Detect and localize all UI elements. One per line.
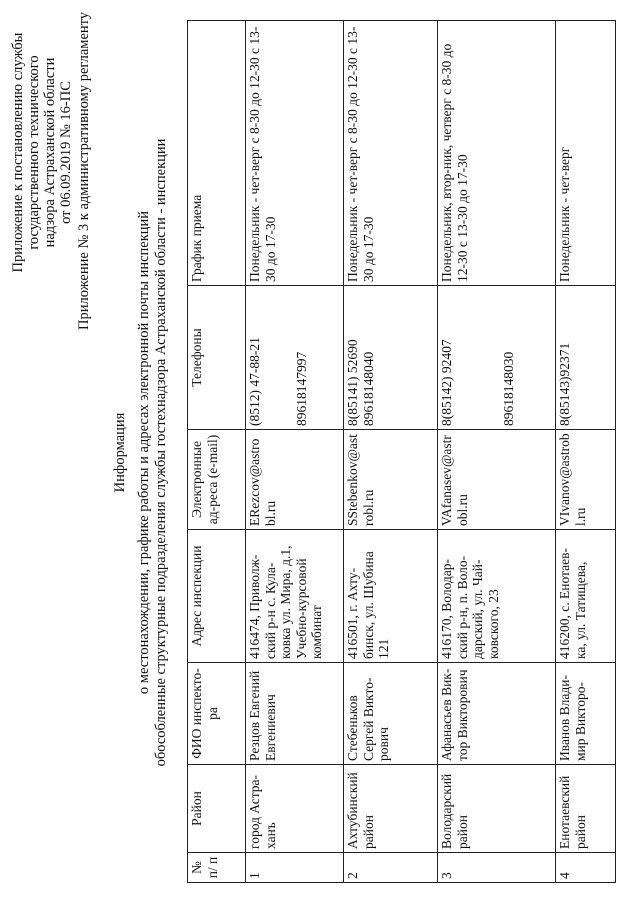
row-num: 1 — [246, 853, 344, 883]
row-phones — [246, 286, 344, 430]
row-address: 416501, г. Ахту-бинск, ул. Шубина 121 — [344, 530, 438, 663]
col-header-schedule: График приема — [188, 21, 246, 286]
table-header-row — [188, 21, 246, 883]
row-email: VIvanov@astrobl.ru — [556, 430, 616, 530]
appendix-line-1: Приложение к постановлению службы — [10, 32, 26, 273]
col-header-district: Район — [188, 765, 246, 853]
row-district: Володарский район — [438, 765, 556, 853]
col-header-num: № п/ п — [188, 853, 246, 883]
row-phone-landline: 8(85142) 92407 — [439, 339, 454, 426]
row-district: Ахтубинский район — [344, 765, 438, 853]
row-inspector: Стебеньков Сергей Викто-рович — [344, 663, 438, 765]
document-subheading-2: обособленные структурные подразделения службы гостехнадзора Астраханской области - инспекции — [153, 138, 169, 767]
row-inspector: Афанасьев Вик-тор Викторович — [438, 663, 556, 765]
row-inspector: Резцов Евгений Евгениевич — [246, 663, 344, 765]
row-num: 4 — [556, 853, 616, 883]
appendix-line-3: надзора Астраханской области — [42, 57, 58, 248]
row-phone-mobile: 89618148040 — [360, 351, 376, 426]
row-phones — [438, 286, 556, 430]
row-email: SStebenkov@astrobl.ru — [344, 430, 438, 530]
row-district: Енотаевский район — [556, 765, 616, 853]
table-row — [556, 21, 616, 883]
table-row — [344, 21, 438, 883]
row-email: VAfanasev@astrobl.ru — [438, 430, 556, 530]
row-phone-mobile: 89618148030 — [501, 351, 516, 426]
row-phone-landline: 8(85141) 52690 — [345, 339, 360, 426]
row-phone-landline: (8512) 47-88-21 — [247, 337, 262, 426]
row-schedule: Понедельник, втор-ник, четверг с 8-30 до 12-30 с 13-30 до 17-30 — [438, 21, 556, 286]
table-row — [438, 21, 556, 883]
col-header-inspector: ФИО инспекто-ра — [188, 663, 246, 765]
table-row — [246, 21, 344, 883]
appendix-line-2: государственного технического — [26, 55, 42, 250]
col-header-phones: Телефоны — [188, 286, 246, 430]
row-inspector: Иванов Влади-мир Викторо- — [556, 663, 616, 765]
row-address: 416474, Приволж-ский р-н с. Кула-ковка ул. Мира, д.1, Учебно-курсовой комбинат — [246, 530, 344, 663]
row-address: 416170, Володар-ский р-н, п. Воло-дарский, ул. Чай-ковского, 23 — [438, 530, 556, 663]
row-num: 3 — [438, 853, 556, 883]
inspections-table — [187, 20, 616, 883]
col-header-email: Электронные ад-реса (e-mail) — [188, 430, 246, 530]
row-email: ERezcov@astrobl.ru — [246, 430, 344, 530]
row-schedule: Понедельник - чет-верг с 8-30 до 12-30 с 13-30 до 17-30 — [246, 21, 344, 286]
row-phone-mobile: 89618147997 — [293, 351, 309, 426]
row-phones — [344, 286, 438, 430]
row-schedule: Понедельник - чет-верг — [556, 21, 616, 286]
row-schedule: Понедельник - чет-верг с 8-30 до 12-30 с 13-30 до 17-30 — [344, 21, 438, 286]
appendix-date-line: от 06.09.2019 № 16-ПС — [58, 81, 74, 224]
document-subheading-1: о местонахождении, графике работы и адресах электронной почты инспекций — [136, 210, 152, 695]
row-address: 416200, с. Енотаев-ка, ул. Татищева, — [556, 530, 616, 663]
regulation-line: Приложение № 3 к административному регламенту — [76, 11, 92, 330]
row-phones — [556, 286, 616, 430]
row-num: 2 — [344, 853, 438, 883]
col-header-address: Адрес инспекции — [188, 530, 246, 663]
document-heading: Информация — [112, 412, 128, 493]
row-phone-landline: 8(85143)92371 — [557, 342, 572, 426]
row-district: город Астра-ханъ — [246, 765, 344, 853]
